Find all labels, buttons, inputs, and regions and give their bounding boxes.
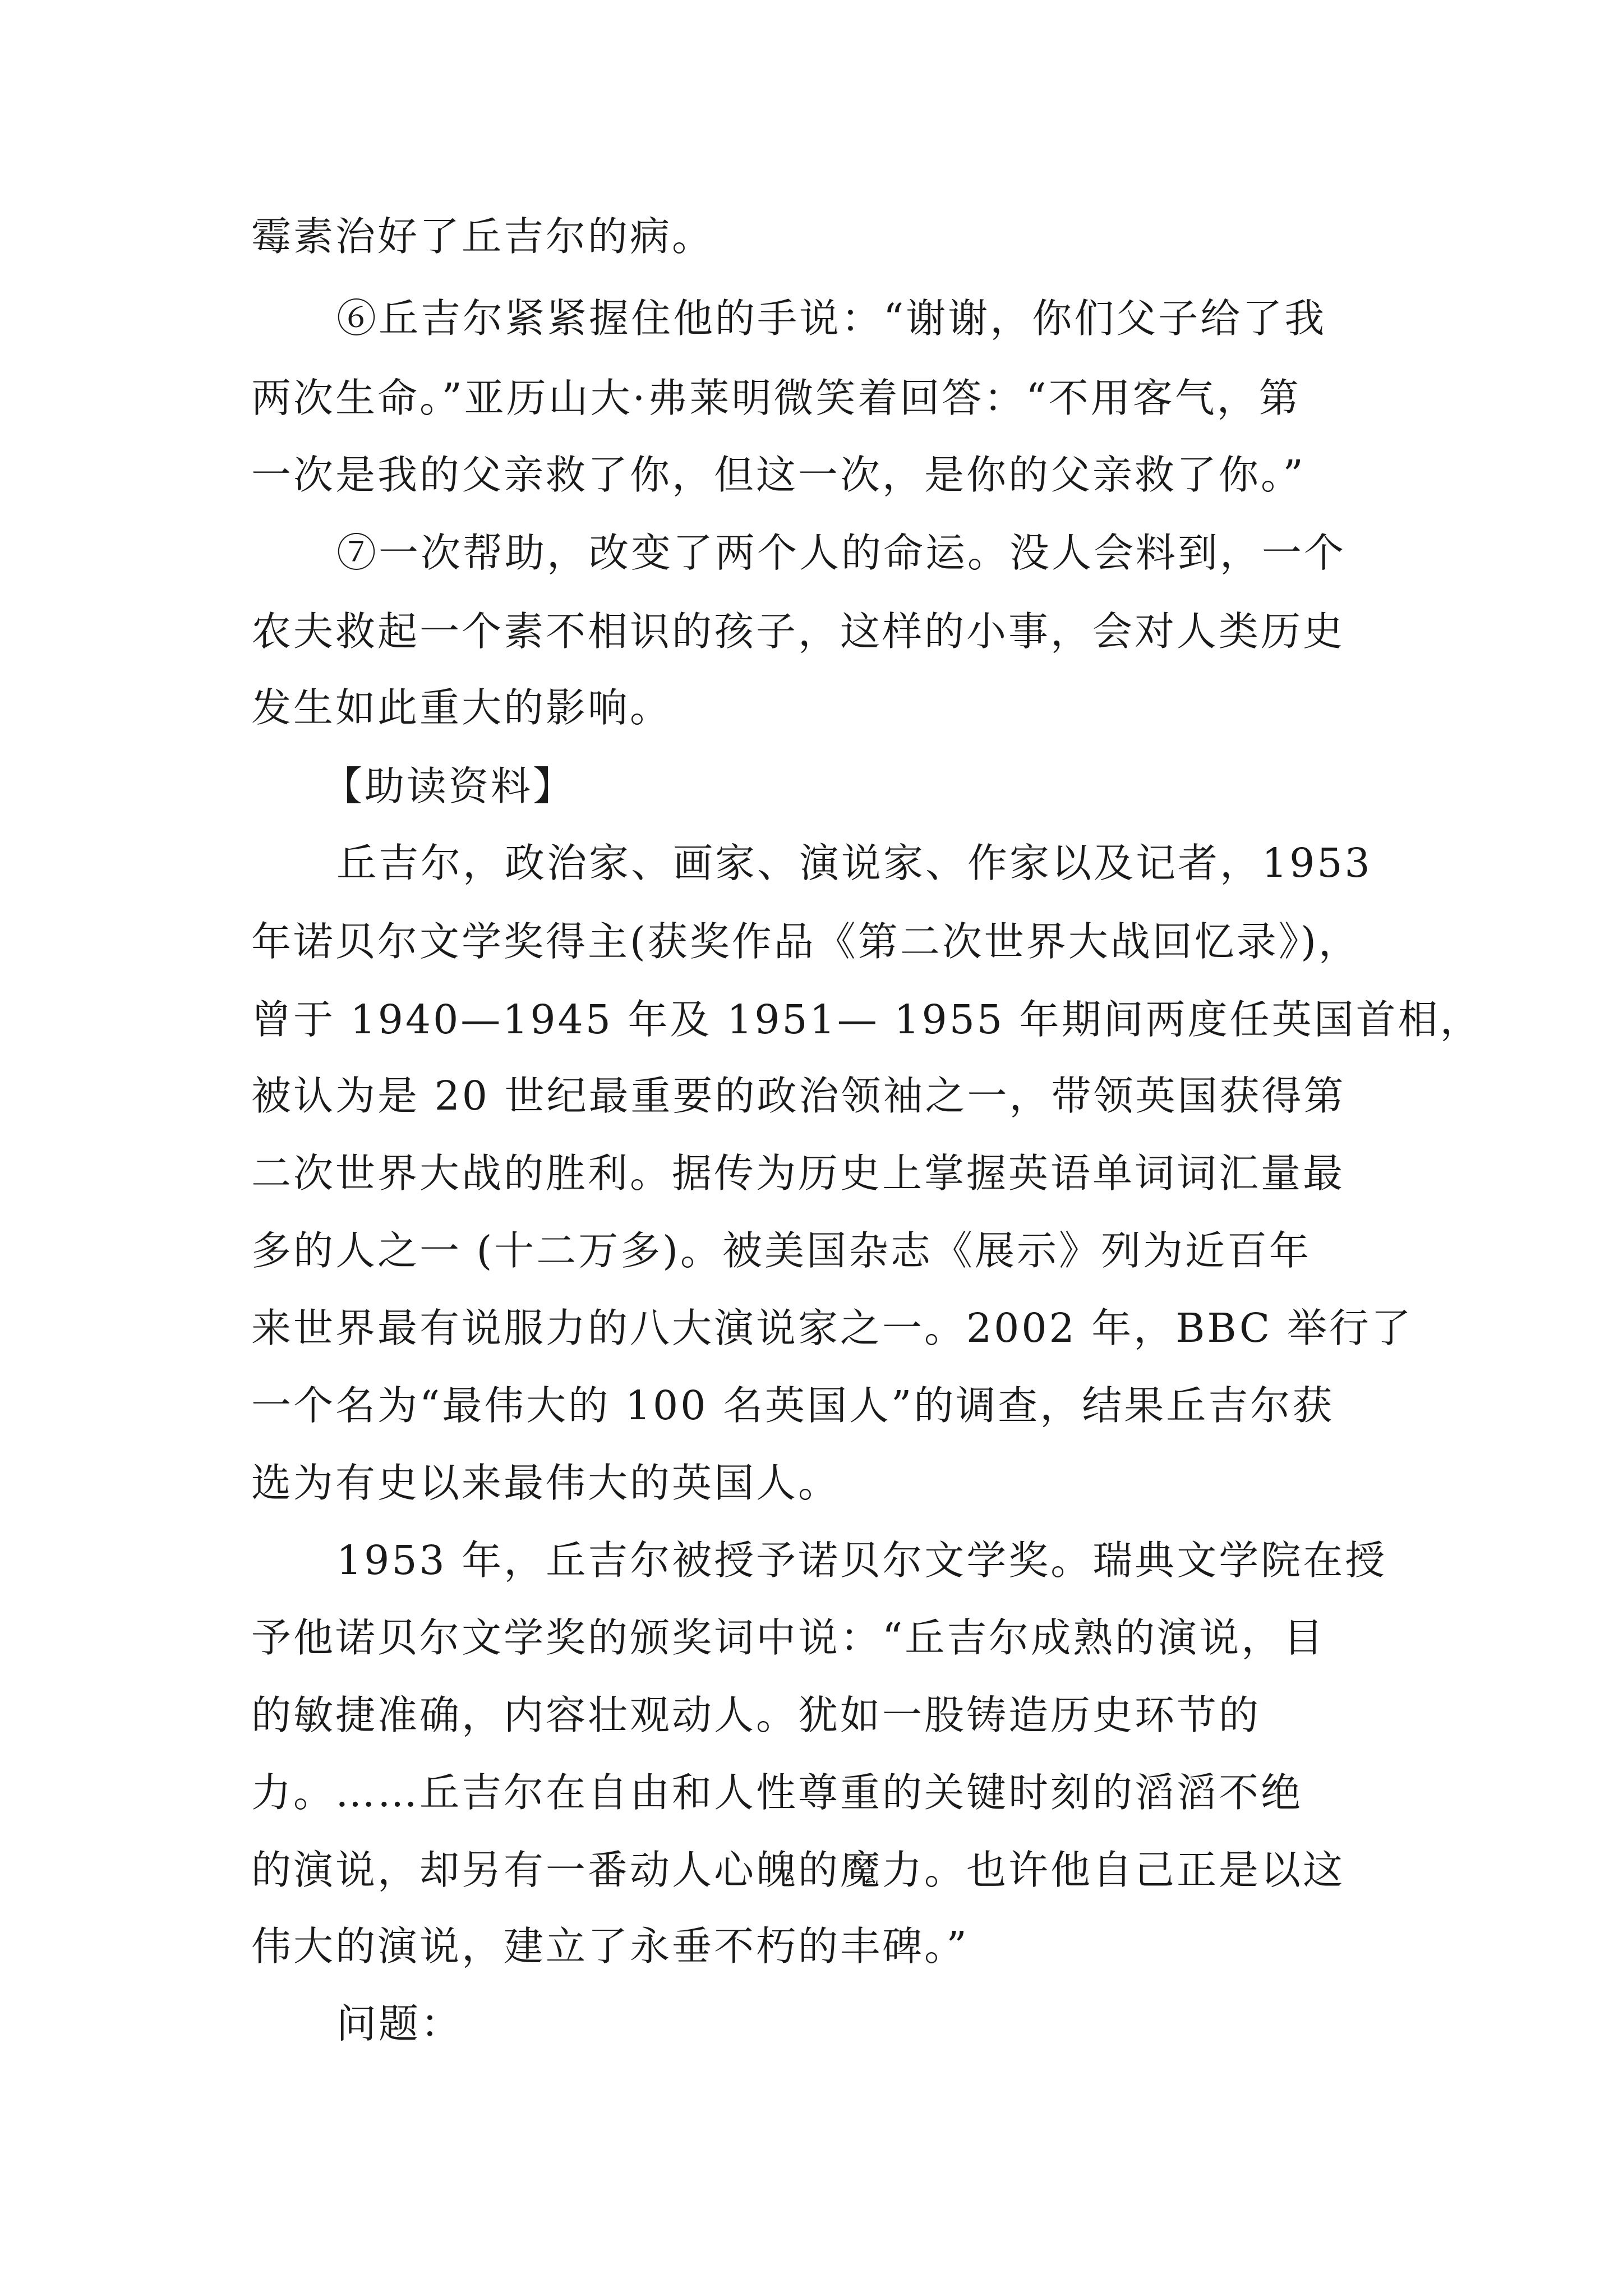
text-line: 发生如此重大的影响。 bbox=[251, 684, 672, 731]
text-line: ⑦一次帮助，改变了两个人的命运。没人会料到，一个 bbox=[336, 530, 1347, 576]
text-line: ⑥丘吉尔紧紧握住他的手说：“谢谢，你们父子给了我 bbox=[336, 295, 1327, 342]
text-line: 来世界最有说服力的八大演说家之一。2002 年，BBC 举行了 bbox=[251, 1305, 1413, 1351]
text-line: 的演说，却另有一番动人心魄的魔力。也许他自己正是以这 bbox=[251, 1847, 1345, 1893]
text-line: 予他诺贝尔文学奖的颁奖词中说：“丘吉尔成熟的演说，目 bbox=[251, 1614, 1326, 1661]
text-line: 伟大的演说，建立了永垂不朽的丰碑。” bbox=[251, 1923, 969, 1970]
text-line: 力。……丘吉尔在自由和人性尊重的关键时刻的滔滔不绝 bbox=[251, 1769, 1303, 1816]
section-heading: 【助读资料】 bbox=[322, 763, 575, 809]
text-line: 1953 年，丘吉尔被授予诺贝尔文学奖。瑞典文学院在授 bbox=[336, 1537, 1387, 1584]
text-line: 丘吉尔，政治家、画家、演说家、作家以及记者，1953 bbox=[336, 840, 1372, 886]
text-line: 农夫救起一个素不相识的孩子，这样的小事，会对人类历史 bbox=[251, 608, 1345, 655]
text-line: 选为有史以来最伟大的英国人。 bbox=[251, 1460, 841, 1506]
text-line: 二次世界大战的胜利。据传为历史上掌握英语单词词汇量最 bbox=[251, 1150, 1345, 1197]
text-line: 年诺贝尔文学奖得主(获奖作品《第二次世界大战回忆录》)， bbox=[251, 918, 1361, 965]
text-line: 被认为是 20 世纪最重要的政治领袖之一，带领英国获得第 bbox=[251, 1073, 1346, 1119]
text-line: 霉素治好了丘吉尔的病。 bbox=[251, 213, 714, 260]
text-line: 曾于 1940—1945 年及 1951— 1955 年期间两度任英国首相， bbox=[251, 996, 1482, 1043]
text-line: 多的人之一 (十二万多)。被美国杂志《展示》列为近百年 bbox=[251, 1227, 1311, 1274]
text-line: 一次是我的父亲救了你，但这一次，是你的父亲救了你。” bbox=[251, 452, 1306, 498]
text-line: 两次生命。”亚历山大·弗莱明微笑着回答：“不用客气，第 bbox=[251, 375, 1301, 421]
text-line: 一个名为“最伟大的 100 名英国人”的调查，结果丘吉尔获 bbox=[251, 1382, 1335, 1429]
text-line: 的敏捷准确，内容壮观动人。犹如一股铸造历史环节的 bbox=[251, 1692, 1261, 1738]
question-label: 问题： bbox=[336, 2000, 463, 2047]
